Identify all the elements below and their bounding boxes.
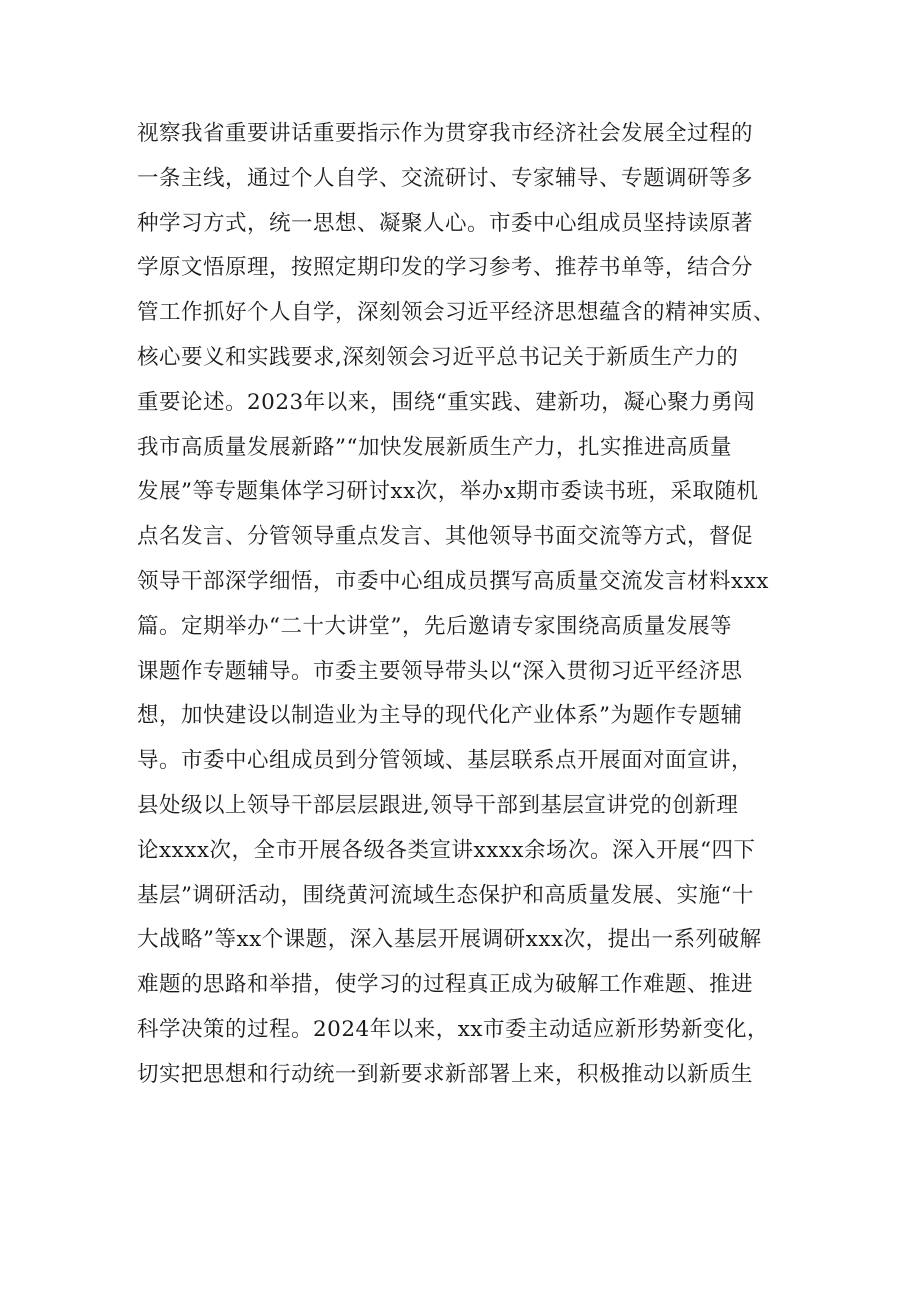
text-line-22: 切实把思想和行动统一到新要求新部署上来，积极推动以新质生 bbox=[137, 1061, 754, 1087]
text-line-9: 发展”等专题集体学习研讨xx次，举办x期市委读书班，采取随机 bbox=[137, 479, 759, 505]
text-line-20: 难题的思路和举措，使学习的过程真正成为破解工作难题、推进 bbox=[137, 972, 754, 998]
text-line-14: 想，加快建设以制造业为主导的现代化产业体系”为题作专题辅 bbox=[137, 703, 743, 729]
text-line-10: 点名发言、分管领导重点发言、其他领导书面交流等方式，督促 bbox=[137, 524, 754, 550]
text-line-18: 基层”调研活动，围绕黄河流域生态保护和高质量发展、实施“十 bbox=[137, 882, 754, 908]
text-line-3: 种学习方式，统一思想、凝聚人心。市委中心组成员坚持读原著 bbox=[137, 210, 754, 236]
text-line-11: 领导干部深学细悟，市委中心组成员撰写高质量交流发言材料xxx bbox=[137, 568, 769, 594]
text-line-4: 学原文悟原理，按照定期印发的学习参考、推荐书单等，结合分 bbox=[137, 255, 754, 281]
text-line-8: 我市高质量发展新路”“加快发展新质生产力，扎实推进高质量 bbox=[137, 434, 732, 460]
text-line-1: 视察我省重要讲话重要指示作为贯穿我市经济社会发展全过程的 bbox=[137, 121, 754, 146]
text-line-7: 重要论述。2023年以来，围绕“重实践、建新功，凝心聚力勇闯 bbox=[137, 389, 756, 415]
text-line-16: 县处级以上领导干部层层跟进,领导干部到基层宣讲党的创新理 bbox=[137, 792, 739, 818]
text-line-13: 课题作专题辅导。市委主要领导带头以“深入贯彻习近平经济思 bbox=[137, 658, 743, 684]
text-line-12: 篇。定期举办“二十大讲堂”，先后邀请专家围绕高质量发展等 bbox=[137, 613, 732, 639]
text-line-21: 科学决策的过程。2024年以来，xx市委主动适应新形势新变化， bbox=[137, 1016, 769, 1042]
text-line-6: 核心要义和实践要求,深刻领会习近平总书记关于新质生产力的 bbox=[137, 344, 739, 370]
text-line-2: 一条主线，通过个人自学、交流研讨、专家辅导、专题调研等多 bbox=[137, 165, 754, 191]
body-paragraph bbox=[137, 112, 817, 1098]
text-line-15: 导。市委中心组成员到分管领域、基层联系点开展面对面宣讲， bbox=[137, 748, 754, 774]
text-line-5: 管工作抓好个人自学，深刻领会习近平经济思想蕴含的精神实质、 bbox=[137, 300, 776, 326]
text-line-19: 大战略”等xx个课题，深入基层开展调研xxx次，提出一系列破解 bbox=[137, 927, 762, 953]
text-line-17: 论xxxx次，全市开展各级各类宣讲xxxx余场次。深入开展“四下 bbox=[137, 837, 756, 863]
